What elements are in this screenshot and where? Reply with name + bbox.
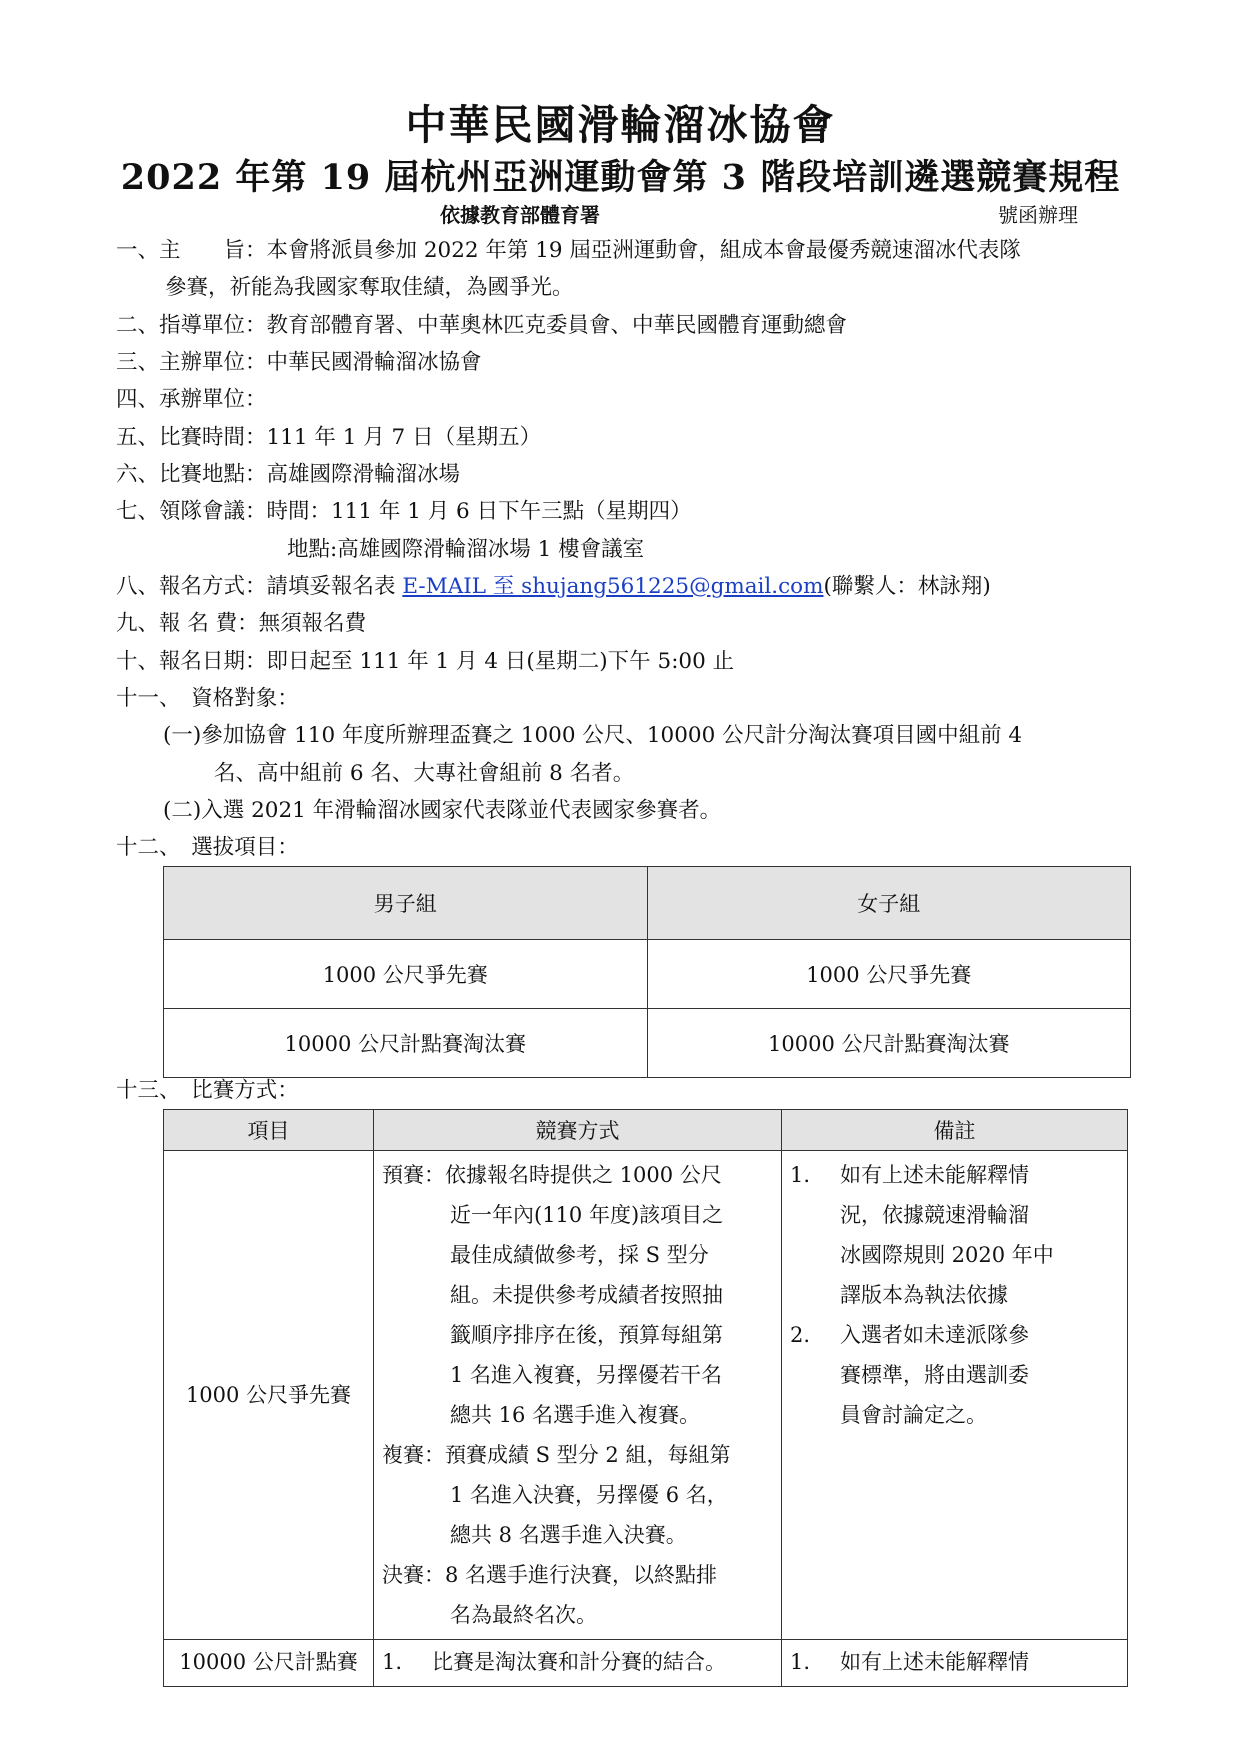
method-line: 總共 16 名選手進入複賽。 <box>450 1403 701 1427</box>
method-line: 籤順序排序在後，預算每組第 <box>450 1323 723 1347</box>
section-fee: 九、報 名 費：無須報名費 <box>116 611 367 636</box>
method-line: 1 名進入決賽，另擇優 6 名， <box>450 1483 728 1507</box>
section-purpose-cont: 參賽，祈能為我國家奪取佳績，為國爭光。 <box>165 275 574 300</box>
note-line: 冰國際規則 2020 年中 <box>840 1243 1054 1267</box>
header-item: 項目 <box>164 1110 374 1151</box>
document-title: 中華民國滑輪溜冰協會 <box>405 101 836 149</box>
registration-prefix: 八、報名方式：請填妥報名表 <box>116 574 403 599</box>
section-eligibility: 十一、 資格對象： <box>116 686 299 711</box>
final-label: 決賽： <box>382 1563 445 1587</box>
note-line: 入選者如未達派隊參 <box>840 1323 1029 1347</box>
item-cell: 10000 公尺計點賽 <box>164 1640 374 1687</box>
section-date: 五、比賽時間：111 年 1 月 7 日（星期五） <box>116 425 542 450</box>
method-line: 組。未提供參考成績者按照抽 <box>450 1283 723 1307</box>
selection-events-table <box>163 866 1131 1078</box>
eligibility-item-2: (二)入選 2021 年滑輪溜冰國家代表隊並代表國家參賽者。 <box>163 798 722 823</box>
table-cell: 1000 公尺爭先賽 <box>164 940 648 1009</box>
method-line: 最佳成績做參考，採 S 型分 <box>450 1243 709 1267</box>
section-events: 十二、 選拔項目： <box>116 835 299 860</box>
eligibility-item-1-cont: 名、高中組前 6 名、大專社會組前 8 名者。 <box>214 761 635 786</box>
registration-contact: (聯繫人：林詠翔) <box>823 574 991 599</box>
competition-format-table <box>163 1109 1128 1687</box>
table-row <box>164 940 1131 1009</box>
notes-cell <box>782 1151 1128 1640</box>
header-method: 競賽方式 <box>374 1110 782 1151</box>
method-line: 預賽成績 S 型分 2 組，每組第 <box>445 1443 731 1467</box>
section-format: 十三、 比賽方式： <box>116 1078 299 1103</box>
header-notes: 備註 <box>782 1110 1128 1151</box>
table-cell: 1000 公尺爭先賽 <box>647 940 1131 1009</box>
method-line: 1 名進入複賽，另擇優若干名 <box>450 1363 723 1387</box>
item-cell: 1000 公尺爭先賽 <box>164 1151 374 1640</box>
section-meeting-place: 地點:高雄國際滑輪溜冰場 1 樓會議室 <box>287 537 645 562</box>
note-line: 況，依據競速滑輪溜 <box>840 1203 1029 1227</box>
method-line: 近一年內(110 年度)該項目之 <box>450 1203 724 1227</box>
section-registration <box>116 572 991 602</box>
section-purpose: 一、主 旨：本會將派員參加 2022 年第 19 屆亞洲運動會，組成本會最優秀競速溜冰代表隊 <box>116 238 1021 263</box>
semi-label: 複賽： <box>382 1443 445 1467</box>
method-line: 8 名選手進行決賽，以終點排 <box>445 1563 718 1587</box>
method-cell <box>374 1151 782 1640</box>
method-cell <box>374 1640 782 1687</box>
table-cell: 10000 公尺計點賽淘汰賽 <box>647 1009 1131 1078</box>
section-host: 四、承辦單位： <box>116 387 267 412</box>
table-row <box>164 1009 1131 1078</box>
method-line: 比賽是淘汰賽和計分賽的結合。 <box>432 1650 726 1674</box>
registration-email-link[interactable]: E-MAIL 至 shujang561225@gmail.com <box>402 574 824 599</box>
method-line: 名為最終名次。 <box>450 1603 597 1627</box>
table-cell: 10000 公尺計點賽淘汰賽 <box>164 1009 648 1078</box>
section-meeting: 七、領隊會議：時間：111 年 1 月 6 日下午三點（星期四） <box>116 499 692 524</box>
letter-number-text: 號函辦理 <box>998 203 1078 227</box>
table-row <box>164 1151 1128 1640</box>
header-men: 男子組 <box>164 867 648 940</box>
note-number: 1. <box>790 1650 811 1674</box>
note-number: 1. <box>790 1163 811 1187</box>
note-number: 2. <box>790 1323 811 1347</box>
note-line: 如有上述未能解釋情 <box>840 1650 1029 1674</box>
note-line: 賽標準，將由選訓委 <box>840 1363 1029 1387</box>
section-organizer: 三、主辦單位：中華民國滑輪溜冰協會 <box>116 350 482 375</box>
notes-cell <box>782 1640 1128 1687</box>
method-line: 依據報名時提供之 1000 公尺 <box>445 1163 722 1187</box>
basis-text: 依據教育部體育署 <box>440 203 600 227</box>
note-line: 如有上述未能解釋情 <box>840 1163 1029 1187</box>
section-deadline: 十、報名日期：即日起至 111 年 1 月 4 日(星期二)下午 5:00 止 <box>116 649 735 674</box>
note-line: 譯版本為執法依據 <box>840 1283 1008 1307</box>
method-number: 1. <box>382 1650 403 1674</box>
header-women: 女子組 <box>647 867 1131 940</box>
section-venue: 六、比賽地點：高雄國際滑輪溜冰場 <box>116 462 461 487</box>
method-line: 總共 8 名選手進入決賽。 <box>450 1523 687 1547</box>
section-supervisor: 二、指導單位：教育部體育署、中華奧林匹克委員會、中華民國體育運動總會 <box>116 313 848 338</box>
document-subtitle: 2022 年第 19 屆杭州亞洲運動會第 3 階段培訓遴選競賽規程 <box>120 157 1121 198</box>
note-line: 員會討論定之。 <box>840 1403 987 1427</box>
table-row <box>164 1640 1128 1687</box>
eligibility-item-1: (一)參加協會 110 年度所辦理盃賽之 1000 公尺、10000 公尺計分淘汰賽項目國中組前 4 <box>163 723 1023 748</box>
prelim-label: 預賽： <box>382 1163 445 1187</box>
